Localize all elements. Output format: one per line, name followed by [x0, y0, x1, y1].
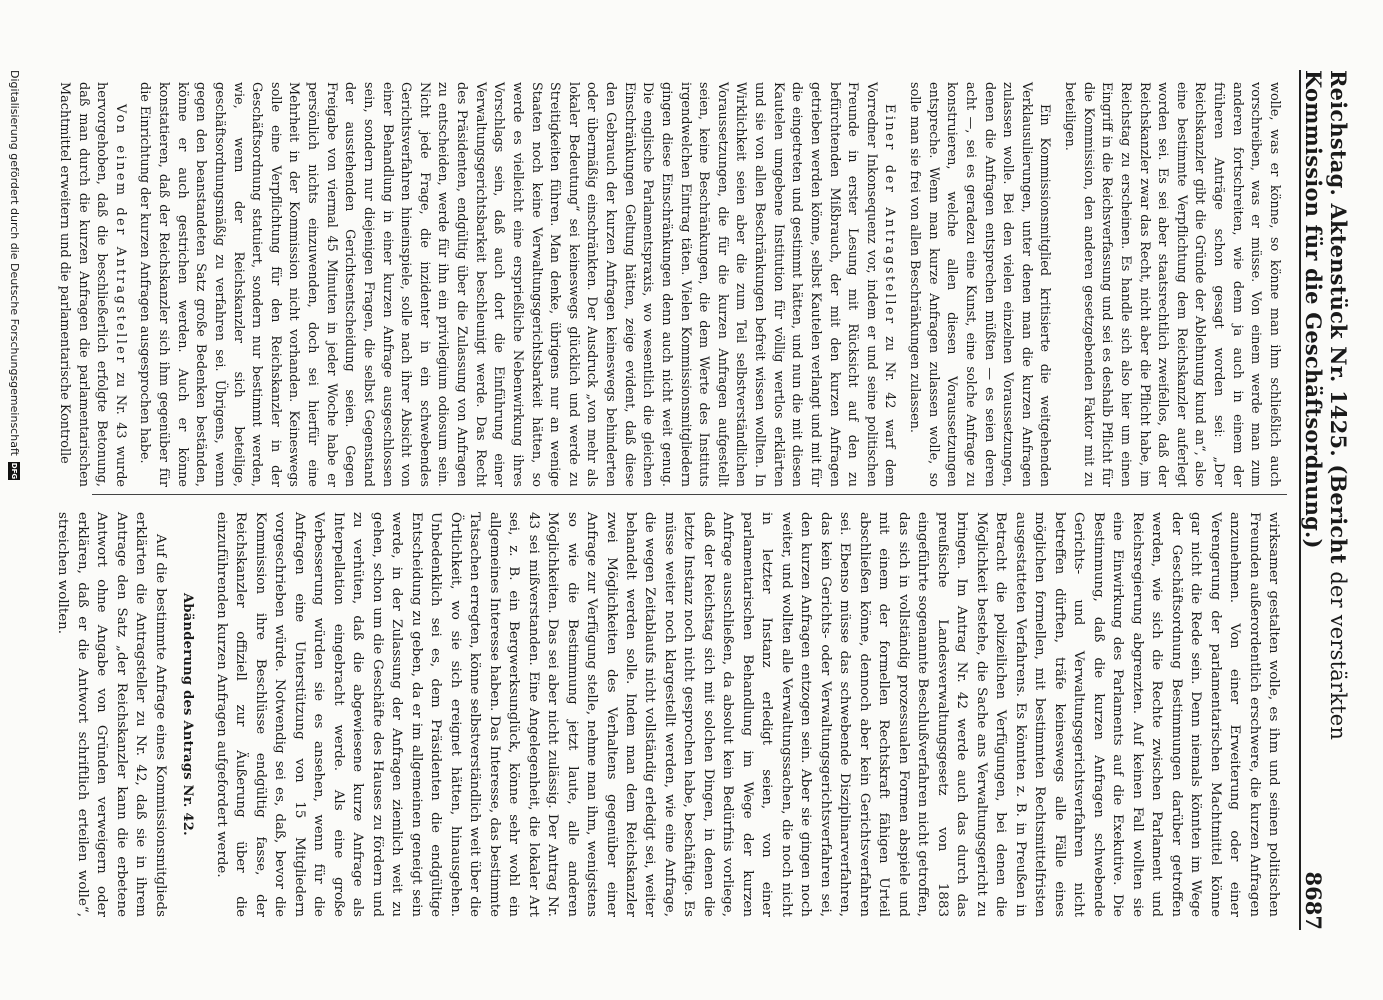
left-column: [48, 82, 1283, 487]
header-title: [1301, 70, 1351, 872]
footer-text: Digitalisierung gefördert durch die Deutsche Forschungsgemeinschaft: [8, 70, 21, 456]
digitization-notice: [8, 70, 21, 970]
paragraph: Ein Kommissionsmitglied kritisierte die weitgehenden Verklausulierungen, unter denen man die kurzen Anfragen zulassen wolle. Bei den vielen einzelnen Voraussetzungen, denen die Anfragen entsprechen müßten — es seien deren acht —, sei es geradezu eine Kunst, eine solche Anfrage zu konstruieren, welche allen diesen Voraussetzungen entspreche. Wenn man kurze Anfragen zulassen wolle, so solle man sie frei von allen Beschränkungen zulassen.: [907, 82, 1053, 487]
header-commission: Kommission für die Geschäftsordnung.): [1301, 70, 1326, 549]
paragraph: Auf die bestimmte Anfrage eines Kommissionsmitglieds erklärten die Antragsteller zu Nr. 42, daß sie in ihrem Antrage den Satz „der Reichskanzler kann die erbetene Antwort ohne Angabe von Gründen verweigern oder erklären, daß er die Antwort schriftlich erteilen wolle“, streichen wollten.: [55, 512, 168, 917]
running-header: [1299, 70, 1351, 930]
header-document-number: Aktenstück Nr. 1425.: [1326, 203, 1351, 457]
header-reichstag: Reichstag.: [1326, 70, 1351, 196]
paragraph: [54, 82, 129, 487]
paragraph-text: zu Nr. 42 warf dem Vorredner Inkonsequenz vor, indem er und seine politischen Freunde in erster Lesung mit Rücksicht auf den zu befürchtenden Mißbrauch, der mit den kurzen Anfragen getrieben werden könne, selbst Kautelen verlangt und mit für die eingetreten und gestimmt hätten, und nun die mit diesen Kautelen umgebene Institution für völlig wertlos erklärten und sie von allen Beschränkungen befreit wissen wollten. In Wirklichkeit seien aber die zum Teil selbstverständlichen Voraussetzungen, die für die kurzen Anfragen aufgestellt seien, keine Beschränkungen, die dem Werte des Instituts irgendwelchen Eintrag täten. Vielen Kommissionsmitgliedern gingen diese Einschränkungen denn auch nicht weit genug. Die englische Parlamentspraxis, wo wesentlich die gleichen Einschränkungen Geltung hätten, zeige evident, daß diese den Gebrauch der kurzen Anfragen keineswegs behinderten oder übermäßig einschränkten. Der Ausdruck „von mehr als lokaler Bedeutung“ sei keineswegs glücklich und werde zu Streitigkeiten führen. Man denke, übrigens nur an wenige Staaten noch keine Verwaltungsgerichtsbarkeit hätten, so werde es vielleicht eine ersprießliche Nebenwirkung ihres Vorschlags sein, daß auch dort die Einführung einer Verwaltungsgerichtsbarkeit beschleunigt werde. Das Recht des Präsidenten, endgültig über die Zulassung von Anfragen zu entscheiden, werde für ihn ein privilegium odiosum sein. Nicht jede Frage, die inzidenter in ein schwebendes Gerichtsverfahren hineinspiele, solle nach ihrer Absicht von einer Behandlung in einer kurzen Anfrage ausgeschlossen sein, sondern nur diejenigen Fragen, die selbst Gegenstand der ausstehenden Gerichtsentscheidung seien. Gegen Freigabe von viermal 45 Minuten in jeder Woche habe er persönlich nichts einzuwenden, doch sei hierfür eine Mehrheit in der Kommission nicht vorhanden. Keineswegs solle eine Verpflichtung für den Reichskanzler in der Geschäftsordnung statuiert, sondern nur bestimmt werden, wie, wenn der Reichskanzler sich beteilige, geschäftsordnungsmäßig zu verfahren sei. Übrigens, wenn gegen den beanstandeten Satz große Bedenken beständen, könne er auch gestrichen werden. Auch er könne konstatieren, daß der Reichskanzler sich ihm gegenüber für die Einrichtung der kurzen Anfragen ausgesprochen habe.: [137, 82, 898, 488]
column-divider: [92, 494, 1287, 495]
page-number: 8687: [1301, 871, 1326, 930]
paragraph: [135, 82, 899, 487]
paragraph: wirksamer gestalten wolle, es ihm und seinen politischen Freunden außerordentlich erschwere, die kurzen Anfragen anzunehmen. Von einer Erweiterung oder einer Verengerung der parlamentarischen Machtmittel könne gar nicht die Rede sein. Denn niemals könnten im Wege der Geschäftsordnung Bestimmungen darüber getroffen werden, wie sich die Rechte zwischen Parlament und Reichsregierung abgrenzten. Auf keinen Fall wollten sie eine Einwirkung des Parlaments auf die Exekutive. Die Bestimmung, daß die kurzen Anfragen schwebende Gerichts- und Verwaltungsgerichtsverfahren nicht betreffen dürften, träfe keineswegs alle Fälle eines möglichen formellen, mit bestimmten Rechtsmittelfristen ausgestatteten Verfahrens. Es könnten z. B. in Preußen in Betracht die polizeilichen Verfügungen, bei denen die Möglichkeit bestehe, die Sache ans Verwaltungsgericht zu bringen. Im Antrag Nr. 42 werde auch das durch das preußische Landesverwaltungsgesetz von 1883 eingeführte sogenannte Beschlußverfahren nicht getroffen, das sich in vollständig prozessualen Formen abspiele und mit einem der formellen Rechtskraft fähigen Urteil abschließen könne, dennoch aber kein Gerichtsverfahren sei. Ebenso müsse das schwebende Disziplinarverfahren, das kein Gerichts- oder Verwaltungsgerichtsverfahren sei, den kurzen Anfragen entzogen sein. Aber sie gingen noch weiter, und wollten alle Verwaltungssachen, die noch nicht in letzter Instanz erledigt seien, von einer parlamentarischen Behandlung im Wege der kurzen Anfrage ausschließen, da absolut kein Bedürfnis vorliege, daß der Reichstag sich mit solchen Dingen, in denen die letzte Instanz noch nicht gesprochen habe, beschäftige. Es müsse weiter noch klargestellt werden, wie eine Anfrage, die wegen Zeitablaufs nicht vollständig erledigt sei, weiter behandelt werden solle. Indem man dem Reichskanzler zwei Möglichkeiten des Verhaltens gegenüber einer Anfrage zur Verfügung stelle, nehme man ihm, wenigstens so wie die Bestimmung jetzt laute, alle anderen Möglichkeiten. Das sei aber nicht zulässig. Der Antrag Nr. 43 sei mißverstanden. Eine Angelegenheit, die lokaler Art sei, z. B. ein Bergwerksunglück, könne sehr wohl ein allgemeines Interesse haben. Das Interesse, das bestimmte Tatsachen erregten, könne selbstverständlich weit über die Örtlichkeit, wo sie sich ereignet hätten, hinausgehen. Unbedenklich sei es, dem Präsidenten die endgültige Entscheidung zu geben, da er im allgemeinen geneigt sein werde, in der Zulassung der Anfragen ziemlich weit zu gehen, schon um die Geschäfte des Hauses zu fördern und zu verhüten, daß die abgewiesene kurze Anfrage als Interpellation eingebracht werde. Als eine große Verbesserung würden sie es ansehen, wenn für die Anfragen eine Unterstützung von 15 Mitgliedern vorgeschrieben würde. Notwendig sei es, daß, bevor die Kommission ihre Beschlüsse endgültig fasse, der Reichskanzler offiziell zur Äußerung über die einzuführenden kurzen Anfragen aufgefordert werde.: [213, 512, 1281, 917]
speaker: Von einem der Antragsteller: [112, 104, 128, 365]
header-report: (Bericht: [1326, 464, 1351, 564]
paragraph-text: zu Nr. 43 wurde hervorgehoben, daß die beschließerlich erfolgte Betonung, daß man durch die kurzen Anfragen die parlamentarischen Machtmittel erweitern und die parlamentarische Kontrolle: [57, 82, 128, 488]
section-heading: Abänderung des Antrags Nr. 42.: [180, 593, 196, 836]
speaker: Einer der Antragsteller: [882, 104, 898, 326]
dfg-logo: DFG: [10, 462, 19, 480]
right-column: [47, 512, 1283, 917]
header-report-qualifier: der verstärkten: [1326, 571, 1350, 741]
paragraph: wolle, was er könne, so könne man ihm schließlich auch vorschreiben, was er müsse. Von einem werde man zum anderen fortschreiten, wie denn ja auch in einem der früheren Anträge schon gesagt worden sei: „Der Reichskanzler gibt die Gründe der Ablehnung kund an“, also eine bestimmte Verpflichtung dem Reichskanzler auferlegt worden sei. Es sei aber staatsrechtlich zweifellos, daß der Reichskanzler zwar das Recht, nicht aber die Pflicht habe, im Reichstag zu erscheinen. Es handle sich also hier um einen Eingriff in die Reichsverfassung und sei es deshalb Pflicht für die Kommission, den anderen gesetzgebenden Faktor mit zu beteiligen.: [1062, 82, 1282, 487]
